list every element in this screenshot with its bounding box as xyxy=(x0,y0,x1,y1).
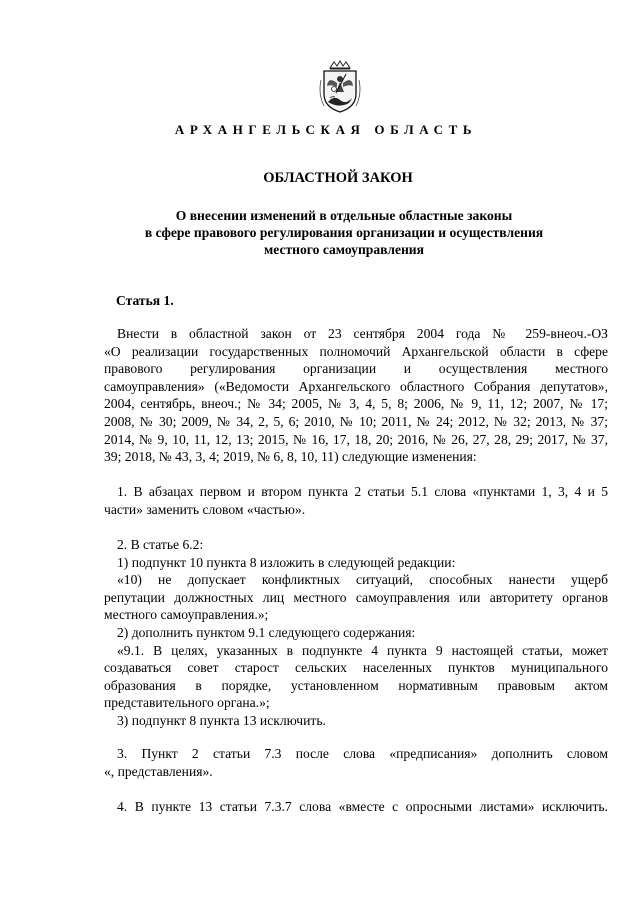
quote-2-line: создаваться совет старост сельских населенных пунктов муниципального xyxy=(104,660,608,676)
article-intro-paragraph xyxy=(104,325,608,466)
law-title-line: местного самоуправления xyxy=(263,242,424,257)
item-1-paragraph xyxy=(104,483,608,518)
law-title xyxy=(104,207,584,258)
law-title-line: О внесении изменений в отдельные областные законы xyxy=(175,208,513,223)
quote-1-line: местного самоуправления.»; xyxy=(104,607,269,623)
quote-1-line: репутации должностных лиц местного самоуправления или авторитету органов xyxy=(104,589,608,605)
text-line: Внести в областной закон от 23 сентября 2004 года № 259-внеоч.-ОЗ xyxy=(117,326,608,341)
text-line: 2008, № 30; 2009, № 34, 2, 5, 6; 2010, № 10; 2011, № 24; 2012, № 32; 2013, № 37; xyxy=(104,413,608,429)
item-4-paragraph xyxy=(104,798,608,816)
text-line: правового регулирования организации и осуществления местного xyxy=(104,361,608,377)
region-name: АРХАНГЕЛЬСКАЯ ОБЛАСТЬ xyxy=(174,122,478,137)
law-type: ОБЛАСТНОЙ ЗАКОН xyxy=(263,170,413,186)
quote-2-line: образования в порядке, установленном нормативным правовым актом xyxy=(104,677,608,693)
text-line: 39; 2018, № 43, 3, 4; 2019, № 6, 8, 10, 11) следующие изменения: xyxy=(104,449,477,465)
text-line: «, представления». xyxy=(104,763,213,779)
text-line: 4. В пункте 13 статьи 7.3.7 слова «вместе с опросными листами» исключить. xyxy=(117,799,608,814)
text-line: 1. В абзацах первом и втором пункта 2 статьи 5.1 слова «пунктами 1, 3, 4 и 5 xyxy=(117,484,608,499)
quote-1-line: «10) не допускает конфликтных ситуаций, способных нанести ущерб xyxy=(117,572,608,588)
quote-2-line: «9.1. В целях, указанных в подпункте 4 пункта 9 настоящей статьи, может xyxy=(117,642,608,658)
item-2-heading: 2. В статье 6.2: xyxy=(117,537,204,552)
text-line: части» заменить словом «частью». xyxy=(104,501,306,517)
article-heading: Статья 1. xyxy=(116,293,174,308)
text-line: 2004, сентябрь, внеоч.; № 34; 2005, № 3, 4, 5, 8; 2006, № 9, 11, 12; 2007, № 17; xyxy=(104,396,608,412)
text-line: самоуправления» («Ведомости Архангельского областного Собрания депутатов», xyxy=(104,378,608,394)
text-line: 2014, № 9, 10, 11, 12, 13; 2015, № 16, 17, 18, 20; 2016, № 26, 27, 28, 29; 2017, № 37, xyxy=(104,431,608,447)
sub-item-3: 3) подпункт 8 пункта 13 исключить. xyxy=(117,712,326,728)
text-line: 3. Пункт 2 статьи 7.3 после слова «предписания» дополнить словом xyxy=(117,746,608,761)
quote-2-line: представительного органа.»; xyxy=(104,695,270,711)
item-2-section xyxy=(104,536,608,730)
text-line: «О реализации государственных полномочий Архангельской области в сфере xyxy=(104,343,608,359)
law-title-line: в сфере правового регулирования организации и осуществления xyxy=(144,225,544,240)
coat-of-arms-emblem xyxy=(316,60,364,114)
sub-item-2: 2) дополнить пунктом 9.1 следующего содержания: xyxy=(117,624,416,640)
sub-item-1: 1) подпункт 10 пункта 8 изложить в следующей редакции: xyxy=(117,554,456,570)
item-3-paragraph xyxy=(104,745,608,780)
